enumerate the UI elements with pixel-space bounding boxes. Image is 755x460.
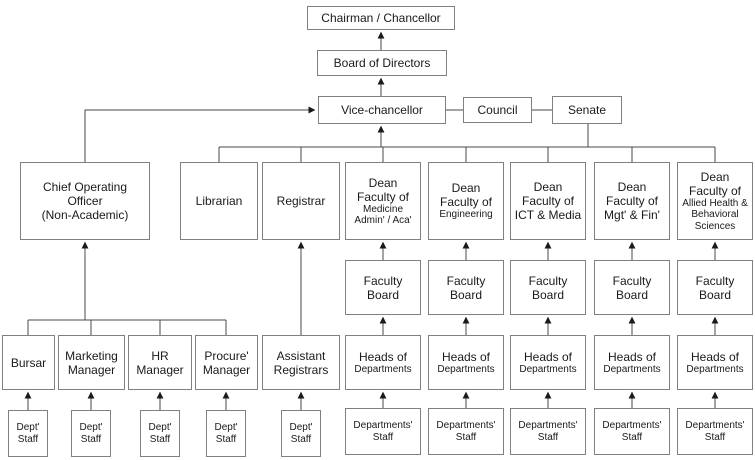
node-dean-allied-health <box>677 162 753 240</box>
node-label-line: Heads of <box>607 349 657 364</box>
node-label-line: Senate <box>567 103 607 117</box>
node-senate <box>552 96 622 124</box>
node-label-line: Manager <box>202 362 251 377</box>
node-dean-medicine <box>345 162 421 240</box>
node-librarian <box>180 162 258 240</box>
node-label-line: (Non-Academic) <box>41 208 129 222</box>
node-label-line: Departments <box>519 363 577 375</box>
node-label-line: Departments' <box>436 420 496 431</box>
node-label-line: Heads of <box>690 349 740 364</box>
node-heads-of-departments-3 <box>510 335 586 390</box>
node-label-line: Dept' <box>214 422 238 433</box>
node-label-line: HR <box>151 348 169 363</box>
node-label-line: Faculty <box>363 273 403 288</box>
node-label-line: Staff <box>149 433 171 445</box>
node-label-line: Board of Directors <box>333 56 431 70</box>
node-label-line: Officer <box>67 194 103 208</box>
node-label-line: Dean <box>368 175 398 190</box>
node-dept-staff-3 <box>140 410 180 457</box>
node-label-line: Staff <box>17 433 39 445</box>
node-label-line: Staff <box>80 433 102 445</box>
node-departments-staff-5 <box>677 408 753 455</box>
node-label-line: Heads of <box>358 349 408 364</box>
node-chairman-chancellor <box>307 6 455 30</box>
node-label-line: Council <box>477 103 518 117</box>
node-marketing-manager <box>58 335 125 390</box>
node-label-line: Chief Operating <box>42 180 128 194</box>
node-label-line: Board <box>449 287 483 302</box>
node-departments-staff-1 <box>345 408 421 455</box>
node-hr-manager <box>128 335 192 390</box>
node-label-line: Departments' <box>602 420 662 431</box>
node-label-line: Registrars <box>273 362 329 377</box>
node-departments-staff-2 <box>428 408 504 455</box>
node-label-line: Faculty <box>612 273 652 288</box>
node-label-line: Dean <box>451 181 481 196</box>
node-label-line: Staff <box>372 431 394 443</box>
node-dept-staff-5 <box>281 410 321 457</box>
node-faculty-board-4 <box>594 260 670 315</box>
node-label-line: Dept' <box>16 422 40 433</box>
node-vice-chancellor <box>318 96 446 124</box>
node-label-line: Dean <box>617 180 647 194</box>
node-label-line: Staff <box>621 431 643 443</box>
node-label-line: Chairman / Chancellor <box>321 11 441 25</box>
node-label-line: Departments <box>686 363 744 375</box>
node-label-line: Dept' <box>148 422 172 433</box>
node-departments-staff-3 <box>510 408 586 455</box>
node-label-line: Manager <box>136 362 184 377</box>
node-label-line: Medicine <box>362 203 404 215</box>
node-label-line: Librarian <box>195 194 243 208</box>
node-label-line: Faculty of <box>521 194 575 208</box>
node-label-line: Heads of <box>523 349 573 364</box>
node-label-line: Departments' <box>685 420 745 431</box>
node-label-line: Staff <box>215 433 237 445</box>
node-label-line: Departments' <box>353 420 413 431</box>
node-assistant-registrars <box>262 335 340 390</box>
node-procurement-manager <box>195 335 258 390</box>
node-label-line: Faculty <box>446 273 486 288</box>
node-label-line: Procure' <box>204 348 249 363</box>
node-label-line: Dept' <box>79 422 103 433</box>
node-label-line: Departments' <box>518 420 578 431</box>
node-label-line: Staff <box>704 431 726 443</box>
node-label-line: Faculty <box>528 273 568 288</box>
node-departments-staff-4 <box>594 408 670 455</box>
node-label-line: Admin' / Aca' <box>354 215 412 226</box>
node-label-line: Faculty of <box>605 194 659 208</box>
node-label-line: Faculty of <box>688 183 742 198</box>
node-label-line: Board <box>698 287 732 302</box>
node-heads-of-departments-2 <box>428 335 504 390</box>
node-label-line: Faculty of <box>439 195 493 210</box>
node-label-line: Board <box>366 287 400 302</box>
node-board-of-directors <box>317 50 447 76</box>
node-dean-ict-media <box>510 162 586 240</box>
node-label-line: Board <box>531 287 565 302</box>
node-label-line: Manager <box>67 362 116 377</box>
node-faculty-board-3 <box>510 260 586 315</box>
node-dean-engineering <box>428 162 504 240</box>
node-heads-of-departments-5 <box>677 335 753 390</box>
node-label-line: Bursar <box>10 355 47 370</box>
node-label-line: Assistant <box>276 348 326 363</box>
node-dean-mgt-fin <box>594 162 670 240</box>
node-faculty-board-1 <box>345 260 421 315</box>
node-label-line: Registrar <box>276 194 326 208</box>
node-label-line: Departments <box>437 363 495 375</box>
node-label-line: Staff <box>290 433 312 445</box>
node-label-line: Departments <box>603 363 661 375</box>
node-faculty-board-2 <box>428 260 504 315</box>
node-label-line: Faculty of <box>356 189 410 204</box>
node-heads-of-departments-4 <box>594 335 670 390</box>
node-heads-of-departments-1 <box>345 335 421 390</box>
node-label-line: Sciences <box>694 220 736 232</box>
node-label-line: Departments <box>354 363 412 375</box>
node-chief-operating-officer <box>20 162 150 240</box>
node-label-line: Allied Health & <box>682 197 748 209</box>
node-label-line: Dept' <box>289 422 313 433</box>
node-label-line: Staff <box>455 431 477 443</box>
node-council <box>463 97 532 123</box>
node-label-line: Marketing <box>65 348 118 363</box>
node-label-line: Board <box>615 287 649 302</box>
node-label-line: Faculty <box>695 273 735 288</box>
node-label-line: Vice-chancellor <box>341 103 423 117</box>
node-dept-staff-4 <box>206 410 246 457</box>
node-label-line: Staff <box>537 431 559 443</box>
node-faculty-board-5 <box>677 260 753 315</box>
node-label-line: Engineering <box>439 209 493 221</box>
node-label-line: Heads of <box>441 349 491 364</box>
node-label-line: Mgt' & Fin' <box>604 208 660 222</box>
node-registrar <box>262 162 340 240</box>
node-dept-staff-1 <box>8 410 48 457</box>
node-label-line: ICT & Media <box>514 208 582 222</box>
node-dept-staff-2 <box>71 410 111 457</box>
node-label-line: Dean <box>700 169 730 184</box>
node-bursar <box>2 335 55 390</box>
node-label-line: Dean <box>533 180 563 194</box>
node-label-line: Behavioral <box>691 209 739 221</box>
